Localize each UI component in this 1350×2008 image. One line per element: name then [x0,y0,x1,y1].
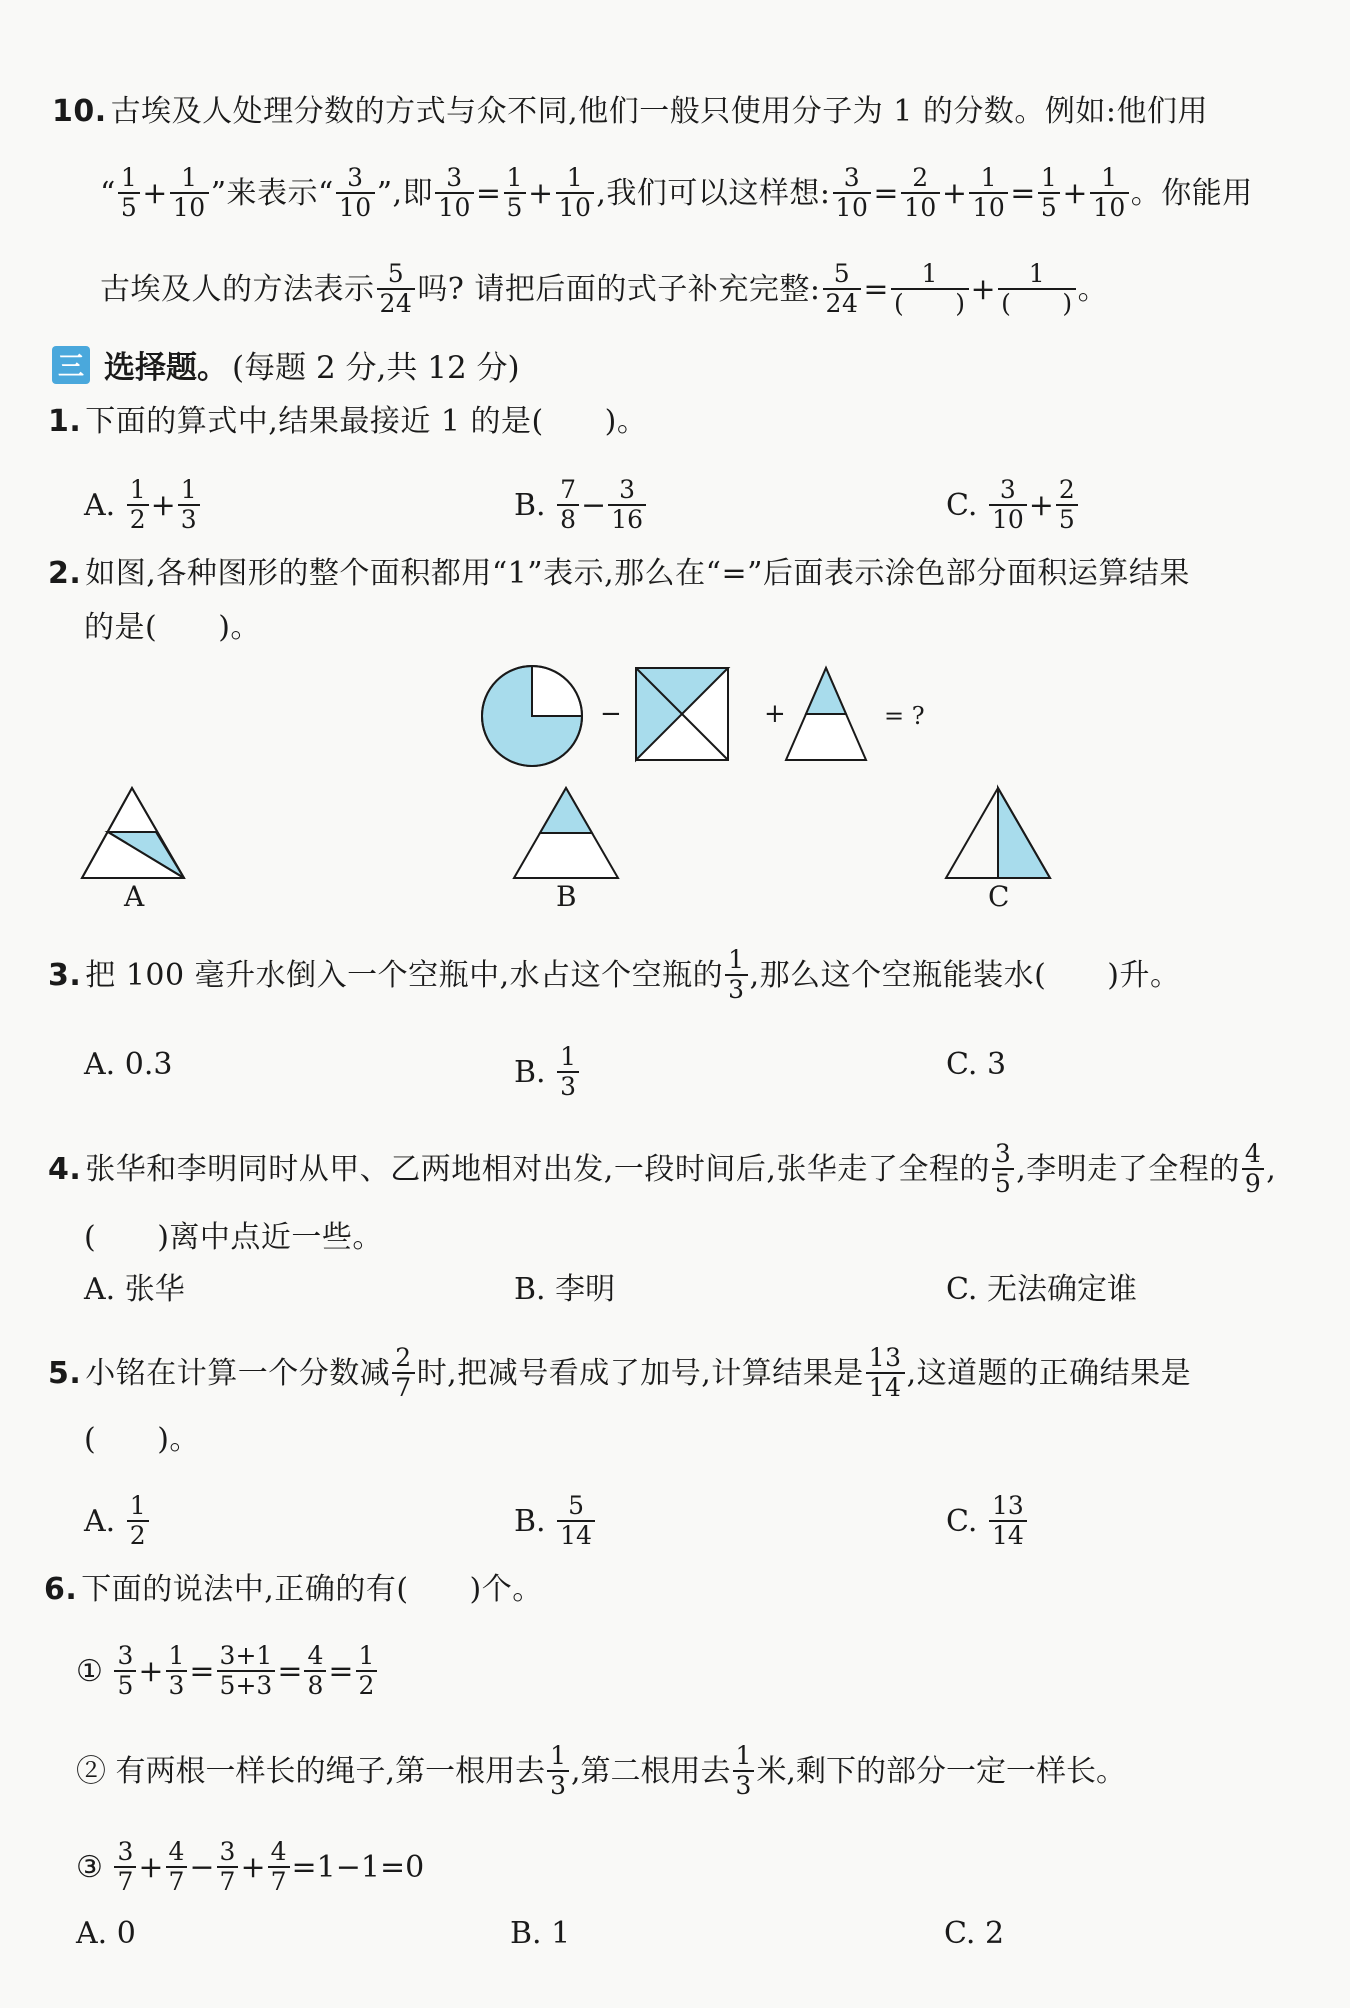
circle-shape [482,666,582,766]
q1-stem: 1. 下面的算式中,结果最接近 1 的是( )。 [48,404,648,439]
fraction: $\frac{13}{14}$ [866,1344,905,1402]
fraction: $\frac{1}{5}$ [1038,164,1060,222]
q3-option-a[interactable]: A. 0.3 [84,1047,173,1082]
fraction: $\frac{1}{2}$ [127,1492,149,1550]
q4-stem: 4. 张华和李明同时从甲、乙两地相对出发,一段时间后,张华走了全程的 $\frac{3}{5}$ ,李明走了全程的 $\frac{4}{9}$ , [48,1139,1277,1198]
q10-line2: “ $\frac{1}{5}$ + $\frac{1}{10}$ ”来表示“ $\frac{3}{10}$ ”,即 $\frac{3}{10}$ = $\frac{1}{5}$ + $\frac{1}{10}$ ,我们可以这样想: $\frac{3}{10}$ = $\frac{2}{10}$ + $\frac{1}{10}$ = $\frac{1}{5}$ + $\frac{1}{10}$ 。你能用 [100,163,1253,222]
fraction: $\frac{4}{9}$ [1242,1140,1264,1198]
answer-blank-fraction[interactable]: $\frac{1}{( )}$ [891,260,969,318]
q2-option-a-label: A [124,880,145,913]
q2-option-b-label: B [556,880,577,913]
q4-option-b[interactable]: B. 李明 [514,1272,616,1307]
q2-equals-question: = ? [884,702,925,730]
q1-option-a[interactable]: A. $\frac{1}{2}$ + $\frac{1}{3}$ [84,478,202,536]
fraction: $\frac{5}{24}$ [377,260,416,318]
fraction: $\frac{1}{5}$ [118,164,140,222]
fraction: $\frac{3}{10}$ [989,476,1027,534]
q6-option-b[interactable]: B. 1 [510,1916,571,1951]
q2-option-a-figure[interactable] [80,786,190,880]
q5-option-b[interactable]: B. $\frac{5}{14}$ [514,1494,597,1552]
fraction: $\frac{7}{8}$ [557,476,579,534]
fraction: $\frac{1}{10}$ [969,164,1008,222]
section-badge: 三 [52,346,90,384]
q6-statement-2: ② 有两根一样长的绳子,第一根用去 $\frac{1}{3}$ ,第二根用去 $\frac{1}{3}$ 米,剩下的部分一定一样长。 [76,1741,1126,1800]
triangle-shape [786,668,866,760]
fraction: $\frac{2}{7}$ [392,1344,414,1402]
q6-stem: 6. 下面的说法中,正确的有( )个。 [44,1572,543,1607]
square-shape [636,668,728,760]
section-header [52,342,520,387]
q6-statement-1: ① $\frac{3}{5}$ + $\frac{1}{3}$ = $\frac{3+1}{5+3}$ = $\frac{4}{8}$ = $\frac{1}{2}$ [76,1644,379,1702]
fraction: $\frac{3}{10}$ [833,164,872,222]
fraction: $\frac{2}{5}$ [1056,476,1078,534]
section-note: (每题 2 分,共 12 分) [232,350,520,386]
answer-blank-fraction[interactable]: $\frac{1}{( )}$ [998,260,1076,318]
q4-stem-line2: ( )离中点近一些。 [84,1220,383,1255]
fraction: $\frac{1}{3}$ [178,476,200,534]
q6-statement-3: ③ $\frac{3}{7}$ + $\frac{4}{7}$ − $\frac{3}{7}$ + $\frac{4}{7}$ =1−1=0 [76,1837,425,1896]
fraction: $\frac{3}{10}$ [435,164,474,222]
q2-stem-line1: 2. 如图,各种图形的整个面积都用“1”表示,那么在“=”后面表示涂色部分面积运算结果 [48,556,1190,591]
fraction: $\frac{1}{10}$ [556,164,595,222]
q2-equation-figure [480,664,940,774]
q1-option-b[interactable]: B. $\frac{7}{8}$ − $\frac{3}{16}$ [514,478,648,536]
q10-line1: 10. 古埃及人处理分数的方式与众不同,他们一般只使用分子为 1 的分数。例如:他们用 [52,94,1208,129]
q5-stem: 5. 小铭在计算一个分数减 $\frac{2}{7}$ 时,把减号看成了加号,计算结果是 $\frac{13}{14}$ ,这道题的正确结果是 [48,1343,1192,1402]
q1-option-c[interactable]: C. $\frac{3}{10}$ + $\frac{2}{5}$ [946,478,1080,536]
q5-option-a[interactable]: A. $\frac{1}{2}$ [84,1494,151,1552]
fraction: $\frac{2}{10}$ [901,164,940,222]
fraction: $\frac{3}{5}$ [992,1140,1014,1198]
q2-option-c-figure[interactable] [944,786,1054,880]
fraction: $\frac{5}{14}$ [557,1492,595,1550]
q5-option-c[interactable]: C. $\frac{13}{14}$ [946,1494,1029,1552]
fraction: $\frac{3}{10}$ [336,164,375,222]
fraction: $\frac{1}{3}$ [725,946,747,1004]
q10-line3: 古埃及人的方法表示 $\frac{5}{24}$ 吗? 请把后面的式子补充完整: $\frac{5}{24}$ = $\frac{1}{( )}$ + $\frac{1}{( )}$ 。 [100,259,1109,318]
fraction: $\frac{13}{14}$ [989,1492,1027,1550]
q2-option-b-figure[interactable] [512,786,622,880]
fraction: $\frac{1}{2}$ [127,476,149,534]
q6-option-c[interactable]: C. 2 [944,1916,1005,1951]
q3-option-b[interactable]: B. $\frac{1}{3}$ [514,1045,581,1103]
fraction: $\frac{1}{3}$ [557,1043,579,1101]
q2-minus-sign: − [600,699,622,729]
q5-stem-line2: ( )。 [84,1422,200,1457]
q3-stem: 3. 把 100 毫升水倒入一个空瓶中,水占这个空瓶的 $\frac{1}{3}$ ,那么这个空瓶能装水( )升。 [48,945,1181,1004]
fraction: $\frac{1}{10}$ [170,164,209,222]
q6-option-a[interactable]: A. 0 [76,1916,136,1951]
q4-option-a[interactable]: A. 张华 [84,1272,185,1307]
q2-stem-line2: 的是( )。 [84,610,261,645]
q2-plus-sign: + [764,699,786,729]
fraction: $\frac{1}{5}$ [504,164,526,222]
q2-option-c-label: C [988,880,1010,913]
fraction: $\frac{1}{10}$ [1090,164,1129,222]
question-number: 10. [52,94,107,129]
q3-option-c[interactable]: C. 3 [946,1047,1007,1082]
fraction: $\frac{5}{24}$ [823,260,862,318]
fraction: $\frac{3}{16}$ [608,476,646,534]
section-title: 选择题。 [104,350,228,386]
q4-option-c[interactable]: C. 无法确定谁 [946,1272,1137,1307]
